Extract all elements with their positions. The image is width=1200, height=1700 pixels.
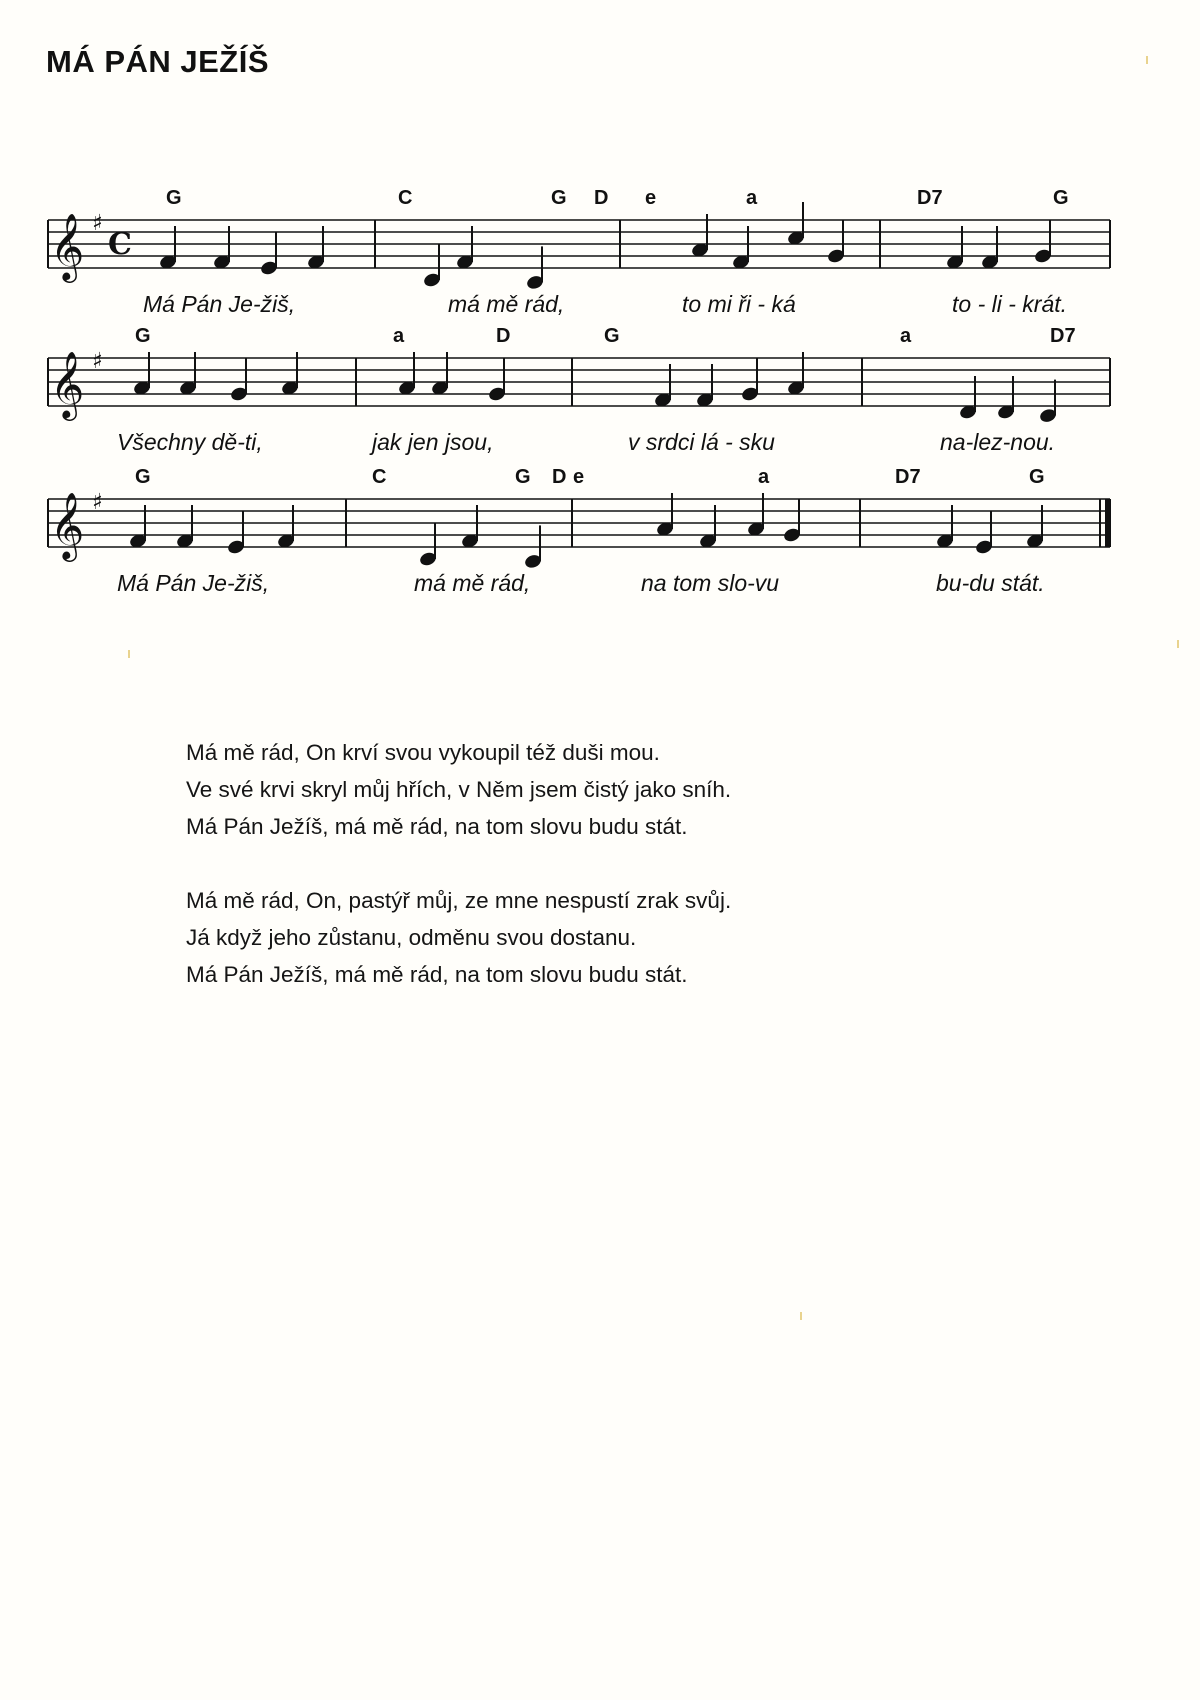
chord-symbol: a xyxy=(746,187,758,209)
final-bar-line xyxy=(1105,499,1111,547)
chord-symbol: C xyxy=(398,187,413,209)
lyric-phrase: má mě rád, xyxy=(414,570,531,596)
treble-clef-icon: 𝄞 xyxy=(50,491,85,559)
verses xyxy=(186,734,731,1030)
chord-symbol: G xyxy=(1029,466,1045,488)
verse-line: Má Pán Ježíš, má mě rád, na tom slovu budu stát. xyxy=(186,962,688,987)
lyric-phrase: v srdci lá - sku xyxy=(628,429,775,455)
chord-symbol: D xyxy=(496,325,511,347)
chord-symbol: G xyxy=(515,466,531,488)
lyric-phrase: má mě rád, xyxy=(448,291,565,317)
sharp-icon: ♯ xyxy=(92,211,103,236)
chord-symbol: G xyxy=(135,325,151,347)
treble-clef-icon: 𝄞 xyxy=(50,350,85,418)
sharp-icon: ♯ xyxy=(92,349,103,374)
verse-line: Má mě rád, On, pastýř můj, ze mne nespustí zrak svůj. xyxy=(186,888,732,913)
sheet-music-score xyxy=(0,0,1200,660)
chord-symbol: G xyxy=(166,187,182,209)
paper-speck xyxy=(128,650,130,658)
lyric-phrase: Všechny dě-ti, xyxy=(117,429,263,455)
chord-symbol: D xyxy=(552,466,567,488)
lyric-phrase: bu-du stát. xyxy=(936,570,1045,596)
verse-line: Má Pán Ježíš, má mě rád, na tom slovu budu stát. xyxy=(186,814,688,839)
lyric-phrase: na-lez-nou. xyxy=(940,429,1056,455)
chord-symbol: G xyxy=(1053,187,1069,209)
time-signature: C xyxy=(108,227,132,262)
chord-symbol: G xyxy=(135,466,151,488)
staff-system-3 xyxy=(48,466,1111,596)
treble-clef-icon: 𝄞 xyxy=(50,212,85,280)
lyric-phrase: to mi ři - ká xyxy=(682,291,796,317)
sharp-icon: ♯ xyxy=(92,490,103,515)
chord-symbol: a xyxy=(758,466,770,488)
verse-line: Ve své krvi skryl můj hřích, v Něm jsem čistý jako sníh. xyxy=(186,777,732,802)
paper-speck xyxy=(1146,56,1148,64)
paper-speck xyxy=(800,1312,802,1320)
chord-symbol: a xyxy=(900,325,912,347)
chord-symbol: D xyxy=(594,187,609,209)
chord-symbol: e xyxy=(573,466,585,488)
lyric-phrase: to - li - krát. xyxy=(952,291,1068,317)
verse-1 xyxy=(186,734,731,845)
chord-symbol: G xyxy=(551,187,567,209)
lyric-phrase: na tom slo-vu xyxy=(641,570,780,596)
chord-symbol: e xyxy=(645,187,657,209)
chord-symbol: D7 xyxy=(895,466,921,488)
verse-line: Má mě rád, On krví svou vykoupil též duši mou. xyxy=(186,740,660,765)
lyric-phrase: Má Pán Je-žiš, xyxy=(117,570,270,596)
chord-symbol: C xyxy=(372,466,387,488)
lyric-phrase: Má Pán Je-žiš, xyxy=(143,291,296,317)
chord-symbol: D7 xyxy=(1050,325,1076,347)
verse-line: Já když jeho zůstanu, odměnu svou dostanu. xyxy=(186,925,637,950)
staff-system-2 xyxy=(48,325,1110,455)
song-title: MÁ PÁN JEŽÍŠ xyxy=(46,44,270,79)
chord-symbol: a xyxy=(393,325,405,347)
chord-symbol: D7 xyxy=(917,187,943,209)
verse-2 xyxy=(186,882,731,993)
lyric-phrase: jak jen jsou, xyxy=(372,429,494,455)
staff-system-1 xyxy=(48,187,1110,317)
chord-symbol: G xyxy=(604,325,620,347)
paper-speck xyxy=(1177,640,1179,648)
